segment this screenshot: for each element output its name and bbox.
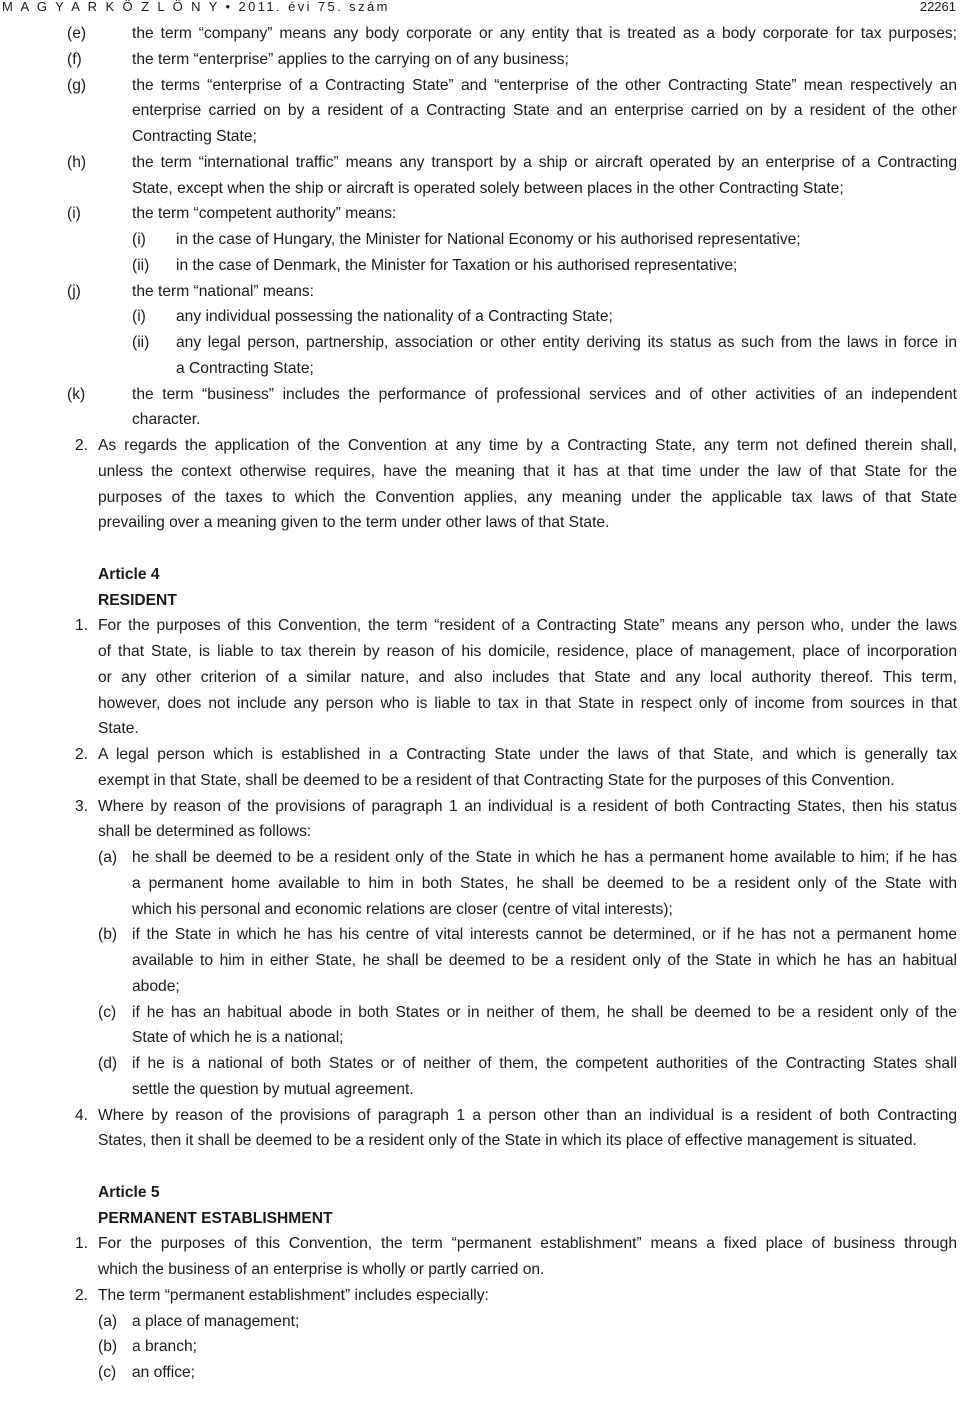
text-line <box>0 1360 960 1386</box>
item-label: (c) <box>98 1003 117 1021</box>
line-text: a place of management; <box>132 1312 300 1330</box>
text-line <box>0 1051 960 1077</box>
text-line <box>0 73 960 99</box>
item-label: 4. <box>75 1106 89 1124</box>
item-label: (i) <box>132 231 146 248</box>
line-text: of that State, is liable to tax therein by reason of his domicile, residence, place of management, place of incorporation <box>98 643 957 660</box>
item-label: (g) <box>67 76 87 94</box>
text-line <box>0 665 960 691</box>
line-text: a Contracting State; <box>176 359 314 377</box>
line-text: a permanent home available to him in both States, he shall be deemed to be a resident only of the State with <box>132 874 957 892</box>
line-text: exempt in that State, shall be deemed to be a resident of that Contracting State for the purposes of this Convention. <box>98 771 895 789</box>
line-text: if he has an habitual abode in both States or in neither of them, he shall be deemed to be a resident only of the <box>132 1003 957 1021</box>
line-text: State, except when the ship or aircraft is operated solely between places in the other Contracting State; <box>132 179 844 197</box>
item-label: (a) <box>98 849 118 866</box>
line-text: the term “international traffic” means any transport by a ship or aircraft operated by an enterprise of a Contracting <box>132 153 957 171</box>
line-text: any legal person, partnership, association or other entity deriving its status as such from the laws in force in <box>176 334 957 351</box>
text-line <box>0 639 960 665</box>
text-line <box>0 330 960 356</box>
line-text: Contracting State; <box>132 128 257 145</box>
text-line <box>0 716 960 742</box>
item-label: (b) <box>98 926 118 944</box>
text-line <box>0 47 960 73</box>
line-text: if he is a national of both States or of neither of them, the competent authorities of the Contracting States shall <box>132 1055 957 1072</box>
line-text: the term “enterprise” applies to the carrying on of any business; <box>132 50 569 68</box>
text-line <box>0 1025 960 1051</box>
line-text: unless the context otherwise requires, have the meaning that it has at that time under the law of that State for the <box>98 462 957 480</box>
line-text: a branch; <box>132 1338 198 1356</box>
text-line <box>0 1000 960 1026</box>
text-line <box>0 510 960 536</box>
item-label: 2. <box>75 746 89 763</box>
line-text: however, does not include any person who is liable to tax in that State in respect only of income from sources in that <box>98 694 957 712</box>
line-text: Where by reason of the provisions of paragraph 1 a person other than an individual is a resident of both Contracting <box>98 1106 957 1124</box>
heading-text: RESIDENT <box>98 591 177 609</box>
text-line <box>0 227 960 253</box>
line-text: if the State in which he has his centre of vital interests cannot be determined, or if he has not a permanent home <box>132 926 957 944</box>
line-text: prevailing over a meaning given to the term under other laws of that State. <box>98 514 610 532</box>
text-line <box>0 1283 960 1309</box>
line-text: any individual possessing the nationality of a Contracting State; <box>176 308 613 326</box>
text-line <box>0 819 960 845</box>
line-text: or any other criterion of a similar nature, and also includes that State and any local authority thereof. This term, <box>98 668 957 686</box>
line-text: in the case of Hungary, the Minister for National Economy or his authorised representative; <box>176 231 801 248</box>
article-heading <box>0 1206 960 1232</box>
item-label: (c) <box>98 1364 117 1381</box>
line-text: States, then it shall be deemed to be a resident only of the State in which its place of effective management is situated. <box>98 1132 917 1150</box>
line-text: The term “permanent establishment” includes especially: <box>98 1286 489 1304</box>
text-line <box>0 304 960 330</box>
text-line <box>0 459 960 485</box>
text-line <box>0 176 960 202</box>
text-line <box>0 1309 960 1335</box>
text-line <box>0 1128 960 1154</box>
line-text: Where by reason of the provisions of paragraph 1 an individual is a resident of both Contracting States, then his status <box>98 797 957 815</box>
line-text: State of which he is a national; <box>132 1029 344 1047</box>
line-text: an office; <box>132 1364 195 1381</box>
text-line <box>0 871 960 897</box>
line-text: shall be determined as follows: <box>98 823 312 841</box>
text-line <box>0 742 960 768</box>
page-number: 22261 <box>919 0 956 14</box>
line-text: which the business of an enterprise is wholly or partly carried on. <box>98 1261 545 1278</box>
text-line <box>0 201 960 227</box>
heading-text: Article 5 <box>98 1183 160 1201</box>
item-label: (d) <box>98 1055 118 1072</box>
text-line <box>0 974 960 1000</box>
text-line <box>0 356 960 382</box>
line-text: A legal person which is established in a Contracting State under the laws of that State, and which is generally tax <box>98 746 957 763</box>
article-heading <box>0 588 960 614</box>
text-line <box>0 948 960 974</box>
text-line <box>0 1077 960 1103</box>
line-text: available to him in either State, he shall be deemed to be a resident only of the State in which he has an habitual <box>132 952 957 969</box>
line-text: For the purposes of this Convention, the term “permanent establishment” means a fixed place of business through <box>98 1235 957 1253</box>
line-text: the term “national” means: <box>132 282 315 300</box>
line-text: For the purposes of this Convention, the term “resident of a Contracting State” means any person who, under the laws <box>98 617 957 635</box>
text-line <box>0 124 960 150</box>
text-line <box>0 922 960 948</box>
line-text: the term “company” means any body corporate or any entity that is treated as a body corporate for tax purposes; <box>132 25 957 42</box>
item-label: 2. <box>75 437 89 454</box>
text-line <box>0 1257 960 1283</box>
text-line <box>0 150 960 176</box>
item-label: (e) <box>67 25 87 42</box>
heading-text: Article 4 <box>98 565 160 583</box>
text-line <box>0 407 960 433</box>
text-line <box>0 433 960 459</box>
line-text: enterprise carried on by a resident of a Contracting State and an enterprise carried on by a resident of the other <box>132 102 957 120</box>
item-label: (ii) <box>132 334 150 351</box>
article-heading <box>0 1180 960 1206</box>
blank-line <box>0 536 960 562</box>
item-label: (k) <box>67 385 86 403</box>
item-label: 3. <box>75 797 89 815</box>
line-text: in the case of Denmark, the Minister for Taxation or his authorised representative; <box>176 256 738 274</box>
item-label: (i) <box>67 205 81 223</box>
text-line <box>0 613 960 639</box>
blank-line <box>0 1154 960 1180</box>
item-label: 1. <box>75 617 89 635</box>
journal-title: M A G Y A R K Ö Z L Ö N Y • 2011. évi 75. szám <box>2 0 390 14</box>
text-line <box>0 794 960 820</box>
text-line <box>0 21 960 47</box>
line-text: purposes of the taxes to which the Convention applies, any meaning under the applicable tax laws of that State <box>98 488 957 506</box>
item-label: (h) <box>67 153 87 171</box>
text-line <box>0 98 960 124</box>
item-label: (i) <box>132 308 146 326</box>
text-line <box>0 279 960 305</box>
item-label: (b) <box>98 1338 118 1356</box>
text-line <box>0 845 960 871</box>
line-text: which his personal and economic relations are closer (centre of vital interests); <box>132 900 673 918</box>
page-header <box>0 0 960 20</box>
line-text: the term “competent authority” means: <box>132 205 397 223</box>
line-text: the term “business” includes the performance of professional services and of other activities of an independent <box>132 385 957 403</box>
line-text: character. <box>132 411 201 429</box>
line-text: he shall be deemed to be a resident only of the State in which he has a permanent home available to him; if he has <box>132 849 957 866</box>
text-line <box>0 897 960 923</box>
item-label: 2. <box>75 1286 89 1304</box>
text-line <box>0 1334 960 1360</box>
text-line <box>0 1231 960 1257</box>
line-text: State. <box>98 720 139 738</box>
text-line <box>0 1103 960 1129</box>
text-line <box>0 768 960 794</box>
item-label: (a) <box>98 1312 118 1330</box>
text-line <box>0 253 960 279</box>
line-text: abode; <box>132 977 180 995</box>
text-line <box>0 485 960 511</box>
item-label: (f) <box>67 50 82 68</box>
text-line <box>0 382 960 408</box>
text-line <box>0 691 960 717</box>
item-label: (j) <box>67 282 81 300</box>
article-heading <box>0 562 960 588</box>
item-label: (ii) <box>132 256 150 274</box>
item-label: 1. <box>75 1235 89 1253</box>
line-text: settle the question by mutual agreement. <box>132 1080 414 1098</box>
line-text: the terms “enterprise of a Contracting State” and “enterprise of the other Contracting State” mean respectively an <box>132 76 957 94</box>
heading-text: PERMANENT ESTABLISHMENT <box>98 1209 333 1227</box>
document-body <box>0 21 960 1386</box>
line-text: As regards the application of the Convention at any time by a Contracting State, any term not defined therein shall, <box>98 437 957 454</box>
